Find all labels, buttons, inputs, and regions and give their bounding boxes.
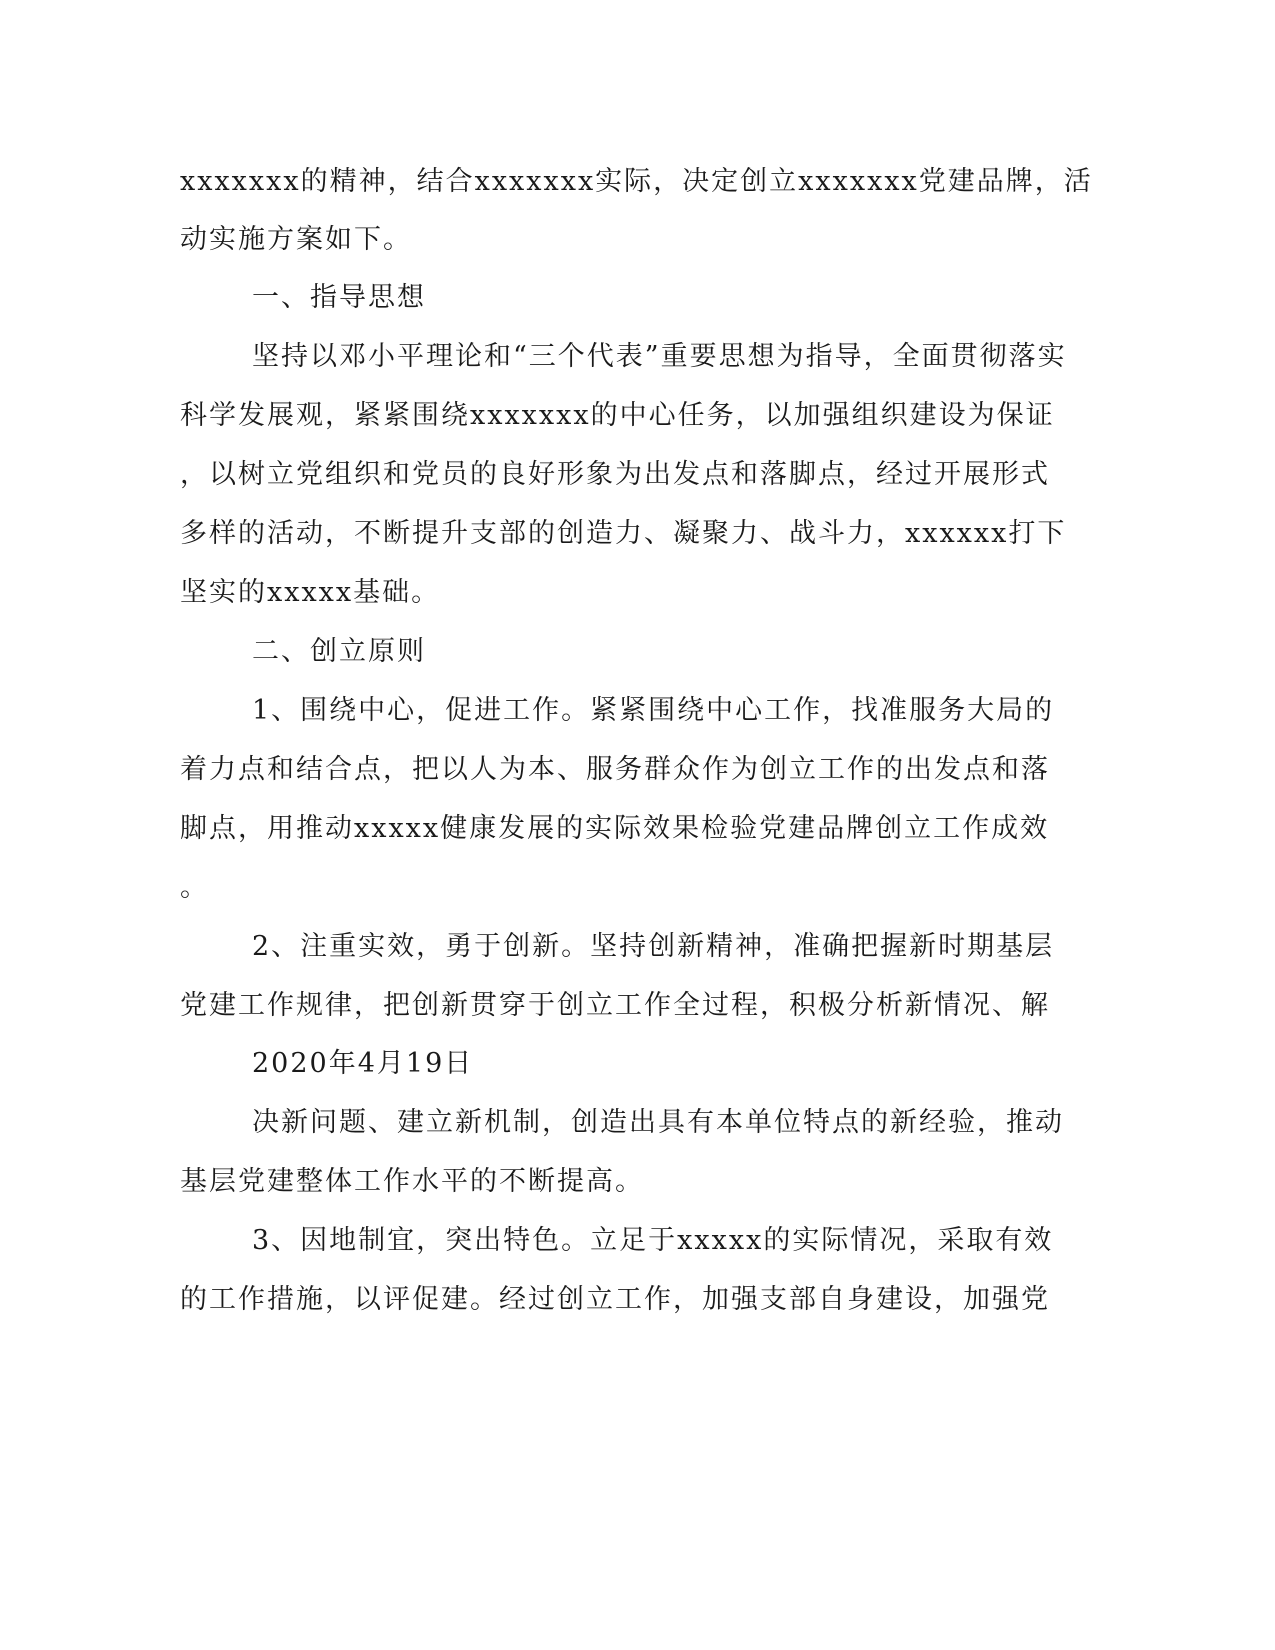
- text-line: [0, 396, 1275, 436]
- line-text: 基层党建整体工作水平的不断提高。: [180, 1166, 644, 1197]
- heading-text: 二、创立原则: [252, 636, 426, 667]
- line-text: 动实施方案如下。: [180, 224, 412, 255]
- line-text: 2、注重实效，勇于创新。坚持创新精神，准确把握新时期基层: [252, 931, 1055, 962]
- line-text: 党建工作规律，把创新贯穿于创立工作全过程，积极分析新情况、解: [180, 990, 1050, 1021]
- line-text: 多样的活动，不断提升支部的创造力、凝聚力、战斗力，xxxxxx打下: [180, 518, 1067, 549]
- date-text: 2020年4月19日: [252, 1048, 474, 1079]
- date-line: [0, 1044, 1275, 1084]
- line-text: ，以树立党组织和党员的良好形象为出发点和落脚点，经过开展形式: [180, 459, 1050, 490]
- line-text: xxxxxxx的精神，结合xxxxxxx实际，决定创立xxxxxxx党建品牌，活: [180, 166, 1093, 197]
- text-line: [0, 986, 1275, 1026]
- line-text: 3、因地制宜，突出特色。立足于xxxxx的实际情况，采取有效: [252, 1225, 1054, 1256]
- text-line: [0, 750, 1275, 790]
- section-heading: [0, 632, 1275, 672]
- line-text: 坚实的xxxxx基础。: [180, 577, 441, 608]
- section-heading: [0, 278, 1275, 318]
- line-text: 。: [180, 872, 209, 903]
- text-line: [0, 514, 1275, 554]
- text-line: [0, 1280, 1275, 1320]
- line-text: 决新问题、建立新机制，创造出具有本单位特点的新经验，推动: [252, 1107, 1064, 1138]
- text-line: [0, 220, 1275, 260]
- line-text: 1、围绕中心，促进工作。紧紧围绕中心工作，找准服务大局的: [252, 695, 1055, 726]
- text-line: [0, 337, 1275, 377]
- line-text: 科学发展观，紧紧围绕xxxxxxx的中心任务，以加强组织建设为保证: [180, 400, 1055, 431]
- text-line: [0, 927, 1275, 967]
- text-line: [0, 455, 1275, 495]
- line-text: 坚持以邓小平理论和“三个代表”重要思想为指导，全面贯彻落实: [252, 341, 1067, 372]
- text-line: [0, 1103, 1275, 1143]
- text-line: [0, 868, 1275, 908]
- text-line: [0, 162, 1275, 202]
- text-line: [0, 691, 1275, 731]
- line-text: 的工作措施，以评促建。经过创立工作，加强支部自身建设，加强党: [180, 1284, 1050, 1315]
- heading-text: 一、指导思想: [252, 282, 426, 313]
- text-line: [0, 573, 1275, 613]
- text-line: [0, 1221, 1275, 1261]
- line-text: 脚点，用推动xxxxx健康发展的实际效果检验党建品牌创立工作成效: [180, 813, 1050, 844]
- text-line: [0, 1162, 1275, 1202]
- line-text: 着力点和结合点，把以人为本、服务群众作为创立工作的出发点和落: [180, 754, 1050, 785]
- text-line: [0, 809, 1275, 849]
